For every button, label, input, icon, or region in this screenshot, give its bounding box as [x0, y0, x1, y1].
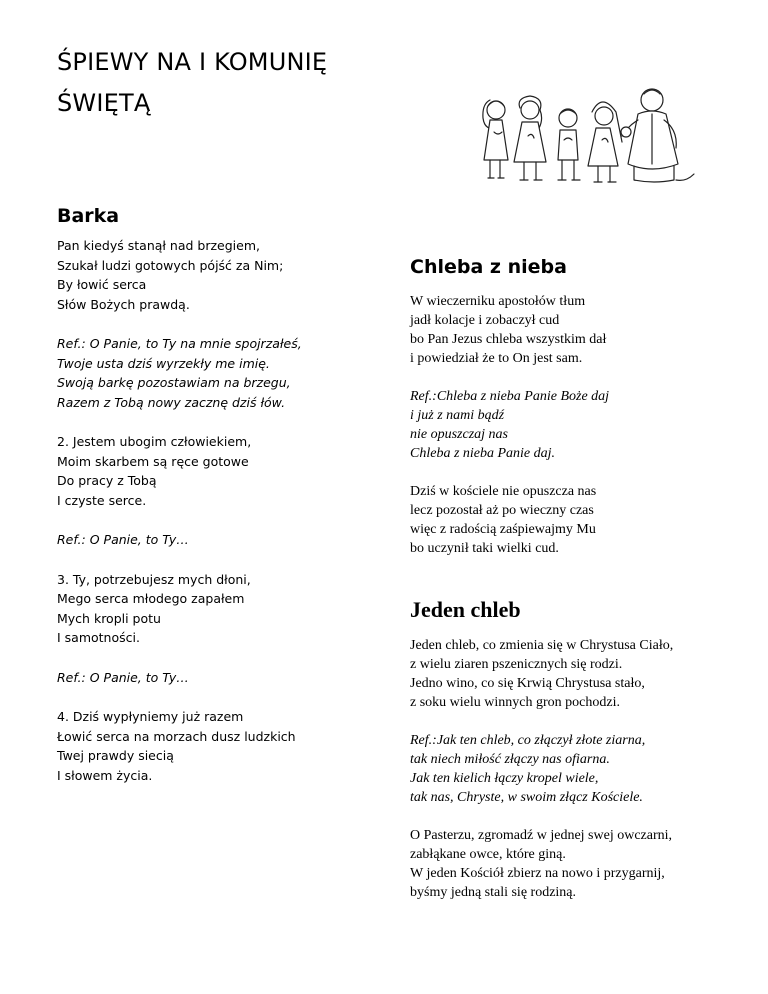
lyric-line: z soku wielu winnych gron pochodzi. [410, 695, 620, 710]
stanza [57, 432, 377, 510]
page-title [57, 42, 477, 124]
lyric-line: Mych kropli potu [57, 610, 161, 626]
song-chleba-z-nieba [410, 254, 730, 577]
lyric-line: Moim skarbem są ręce gotowe [57, 453, 249, 469]
lyric-line: i powiedział że to On jest sam. [410, 351, 583, 366]
lyric-line: byśmy jedną stali się rodziną. [410, 885, 577, 900]
refrain [57, 334, 377, 412]
lyric-line: Jeden chleb, co zmienia się w Chrystusa Ciało, [410, 638, 674, 653]
lyric-line: tak nas, Chryste, w swoim złącz Kościele. [410, 790, 643, 805]
lyric-line: By łowić serca [57, 277, 147, 292]
stanza [410, 636, 730, 712]
song-barka [57, 203, 377, 805]
lyric-line: Ref.:Jak ten chleb, co złączył złote ziarna, [410, 733, 646, 748]
stanza [57, 570, 377, 648]
lyric-line: O Pasterzu, zgromadź w jednej swej owczarni, [410, 828, 673, 843]
song-heading: Chleba z nieba [410, 256, 567, 278]
lyric-line: Słów Bożych prawdą. [57, 296, 190, 312]
lyric-line: Szukał ludzi gotowych pójść za Nim; [57, 257, 284, 273]
lyric-line: Pan kiedyś stanął nad brzegiem, [57, 238, 260, 253]
lyric-line: Jak ten kielich łączy kropel wiele, [410, 771, 599, 786]
lyric-line: Do pracy z Tobą [57, 473, 157, 488]
lyric-line: I czyste serce. [57, 492, 147, 508]
lyric-line: Chleba z nieba Panie daj. [410, 446, 556, 461]
lyric-line: I słowem życia. [57, 767, 153, 783]
lyric-line: Jedno wino, co się Krwią Chrystusa stało, [410, 676, 645, 691]
lyric-line: W wieczerniku apostołów tłum [410, 294, 586, 309]
stanza [57, 707, 377, 785]
lyric-line: Ref.: O Panie, to Ty… [57, 532, 189, 547]
refrain [57, 530, 377, 550]
stanza [57, 236, 377, 314]
lyric-line: I samotności. [57, 630, 140, 645]
title-line: ŚWIĘTĄ [57, 89, 151, 117]
lyric-line: Ref.: O Panie, to Ty… [57, 669, 189, 685]
song-jeden-chleb [410, 596, 730, 921]
refrain [57, 668, 377, 688]
title-line: ŚPIEWY NA I KOMUNIĘ [57, 48, 328, 76]
refrain [410, 731, 730, 807]
lyric-line: Swoją barkę pozostawiam na brzegu, [57, 375, 291, 390]
lyric-line: bo uczynił taki wielki cud. [410, 541, 559, 556]
lyric-line: 4. Dziś wypłyniemy już razem [57, 709, 244, 724]
lyric-line: jadł kolacje i zobaczył cud [410, 313, 560, 328]
lyric-line: Twoje usta dziś wyrzekły me imię. [57, 355, 270, 371]
lyric-line: więc z radością zaśpiewajmy Mu [410, 522, 596, 537]
lyric-line: 2. Jestem ubogim człowiekiem, [57, 434, 252, 449]
lyric-line: Mego serca młodego zapałem [57, 591, 245, 606]
first-communion-illustration-icon [476, 80, 706, 195]
lyric-line: i już z nami bądź [410, 408, 505, 423]
lyric-line: lecz pozostał aż po wieczny czas [410, 503, 594, 518]
stanza [410, 482, 730, 558]
lyric-line: Dziś w kościele nie opuszcza nas [410, 484, 597, 499]
lyric-line: Łowić serca na morzach dusz ludzkich [57, 728, 296, 744]
lyric-line: z wielu ziaren pszenicznych się rodzi. [410, 657, 623, 672]
lyric-line: zabłąkane owce, które giną. [410, 847, 566, 862]
lyric-line: Ref.: O Panie, to Ty na mnie spojrzałeś, [57, 336, 302, 351]
lyric-line: Ref.:Chleba z nieba Panie Boże daj [410, 389, 610, 404]
lyric-line: W jeden Kościół zbierz na nowo i przygarnij, [410, 866, 665, 881]
lyric-line: 3. Ty, potrzebujesz mych dłoni, [57, 571, 251, 587]
lyric-line: nie opuszczaj nas [410, 427, 508, 442]
lyric-line: Twej prawdy siecią [57, 748, 174, 763]
stanza [410, 292, 730, 368]
lyric-line: bo Pan Jezus chleba wszystkim dał [410, 332, 607, 347]
song-heading: Jeden chleb [410, 597, 521, 622]
lyric-line: Razem z Tobą nowy zacznę dziś łów. [57, 394, 286, 410]
refrain [410, 387, 730, 463]
lyric-line: tak niech miłość złączy nas ofiarna. [410, 752, 610, 767]
song-heading: Barka [57, 205, 120, 227]
stanza [410, 826, 730, 902]
